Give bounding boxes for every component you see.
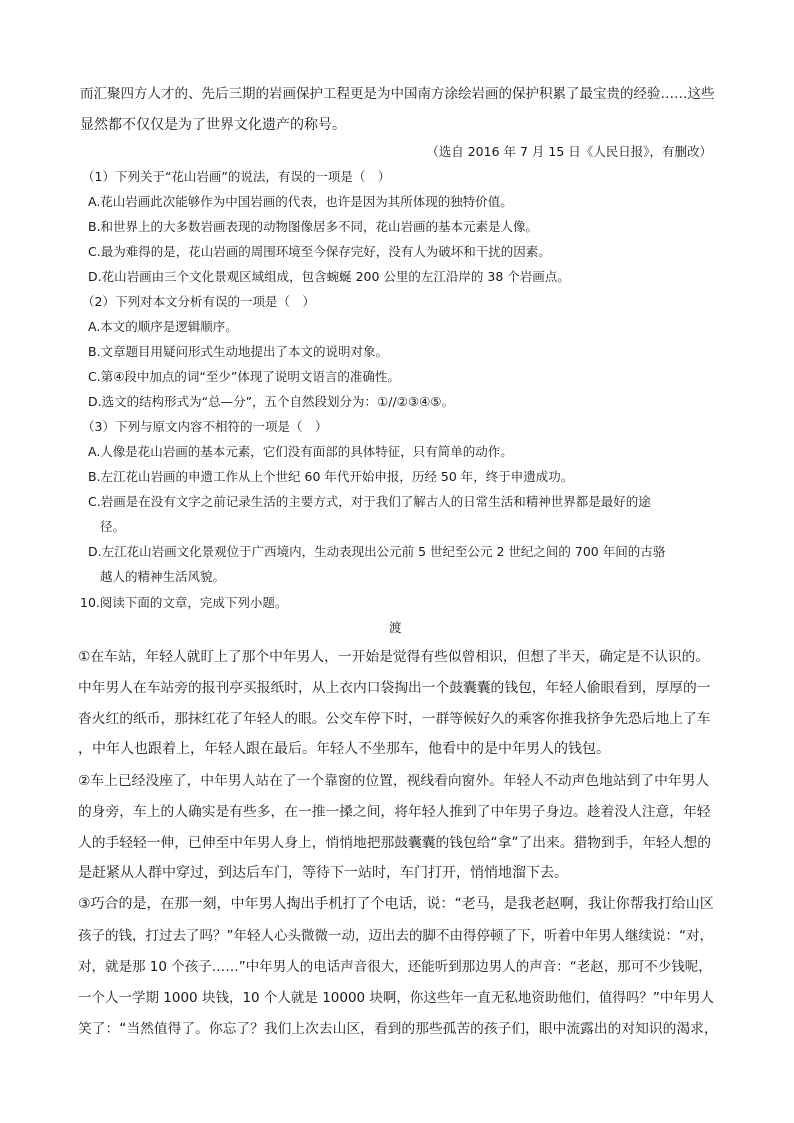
article-line-9: ③巧合的是，在那一刻，中年男人掏出手机打了个电话，说：“老马，是我老赵啊，我让你帮我打给山区 bbox=[78, 896, 714, 912]
question-3-option-b: B.左江花山岩画的申遗工作从上个世纪 60 年代开始申报，历经 50 年，终于申遗成功。 bbox=[88, 469, 574, 484]
article-line-11: 对，就是那 10 个孩子……”中年男人的电话声音很大，还能听到那边男人的声音：“老赵，那可不少钱呢， bbox=[78, 959, 712, 975]
intro-line-1: 而汇聚四方人才的、先后三期的岩画保护工程更是为中国南方涂绘岩画的保护积累了最宝贵的经验……这些 bbox=[80, 86, 715, 102]
section-10-heading: 10.阅读下面的文章，完成下列小题。 bbox=[80, 595, 288, 610]
question-2-stem: （2）下列对本文分析有误的一项是（ ） bbox=[82, 294, 315, 309]
question-2-option-d: D.选文的结构形式为“总—分”，五个自然段划分为：①//②③④⑤。 bbox=[88, 394, 455, 409]
question-3-option-c: C.岩画是在没有文字之前记录生活的主要方式，对于我们了解古人的日常生活和精神世界都是最好的途 bbox=[88, 494, 651, 509]
question-1-option-a: A.花山岩画此次能够作为中国岩画的代表，也许是因为其所体现的独特价值。 bbox=[88, 194, 513, 209]
question-2-option-a: A.本文的顺序是逻辑顺序。 bbox=[88, 319, 238, 334]
question-3-stem: （3）下列与原文内容不相符的一项是（ ） bbox=[82, 419, 328, 434]
article-line-5: ②车上已经没座了，中年男人站在了一个靠窗的位置，视线看向窗外。年轻人不动声色地站到了中年男人 bbox=[78, 773, 710, 789]
article-line-2: 中年男人在车站旁的报刊亭买报纸时，从上衣内口袋掏出一个鼓囊囊的钱包，年轻人偷眼看到，厚厚的一 bbox=[78, 680, 711, 696]
question-3-option-c-continued: 径。 bbox=[100, 519, 126, 534]
article-line-13: 笑了：“当然值得了。你忘了？我们上次去山区，看到的那些孤苦的孩子们，眼中流露出的对知识的渴求， bbox=[78, 1021, 718, 1037]
question-2-option-b: B.文章题目用疑问形式生动地提出了本文的说明对象。 bbox=[88, 344, 389, 359]
article-line-10: 孩子的钱，打过去了吗？”年轻人心头微微一动，迈出去的脚不由得停顿了下，听着中年男人继续说：“对， bbox=[78, 928, 713, 944]
article-title: 渡 bbox=[389, 620, 402, 635]
article-line-7: 人的手轻轻一伸，已伸至中年男人身上，悄悄地把那鼓囊囊的钱包给“拿”了出来。猎物到手，年轻人想的 bbox=[78, 835, 712, 851]
article-line-8: 是赶紧从人群中穿过，到达后车门，等待下一站时，车门打开，悄悄地溜下去。 bbox=[78, 865, 568, 881]
article-line-4: ，中年人也跟着上，年轻人跟在最后。年轻人不坐那车，他看中的是中年男人的钱包。 bbox=[78, 741, 610, 757]
question-1-option-c: C.最为难得的是，花山岩画的周围环境至今保存完好，没有人为破坏和干扰的因素。 bbox=[88, 244, 551, 259]
source-citation: （选自 2016 年 7 月 15 日《人民日报》，有删改） bbox=[426, 144, 712, 159]
question-3-option-d: D.左江花山岩画文化景观位于广西境内，生动表现出公元前 5 世纪至公元 2 世纪之间的 700 年间的古骆 bbox=[88, 544, 666, 559]
article-line-3: 沓火红的纸币，那抹红花了年轻人的眼。公交车停下时，一群等候好久的乘客你推我挤争先恐后地上了车 bbox=[78, 711, 711, 727]
question-1-option-d: D.花山岩画由三个文化景观区域组成，包含蜿蜒 200 公里的左江沿岸的 38 个岩画点。 bbox=[88, 269, 570, 284]
question-2-option-c: C.第④段中加点的词“至少”体现了说明文语言的准确性。 bbox=[88, 369, 400, 384]
question-3-option-d-continued: 越人的精神生活风貌。 bbox=[100, 569, 226, 584]
question-3-option-a: A.人像是花山岩画的基本元素，它们没有面部的具体特征，只有简单的动作。 bbox=[88, 444, 513, 459]
intro-line-2: 显然都不仅仅是为了世界文化遗产的称号。 bbox=[80, 117, 346, 133]
question-1-stem: （1）下列关于“花山岩画”的说法，有误的一项是（ ） bbox=[82, 169, 391, 184]
article-line-12: 一个人一学期 1000 块钱，10 个人就是 10000 块啊，你这些年一直无私地资助他们，值得吗？”中年男人 bbox=[78, 990, 714, 1006]
article-line-1: ①在车站，年轻人就盯上了那个中年男人，一开始是觉得有些似曾相识，但想了半天，确定是不认识的。 bbox=[78, 649, 710, 665]
question-1-option-b: B.和世界上的大多数岩画表现的动物图像居多不同，花山岩画的基本元素是人像。 bbox=[88, 219, 539, 234]
article-line-6: 的身旁，车上的人确实是有些多，在一推一搡之间，将年轻人推到了中年男子身边。趁着没人注意，年轻 bbox=[78, 804, 711, 820]
